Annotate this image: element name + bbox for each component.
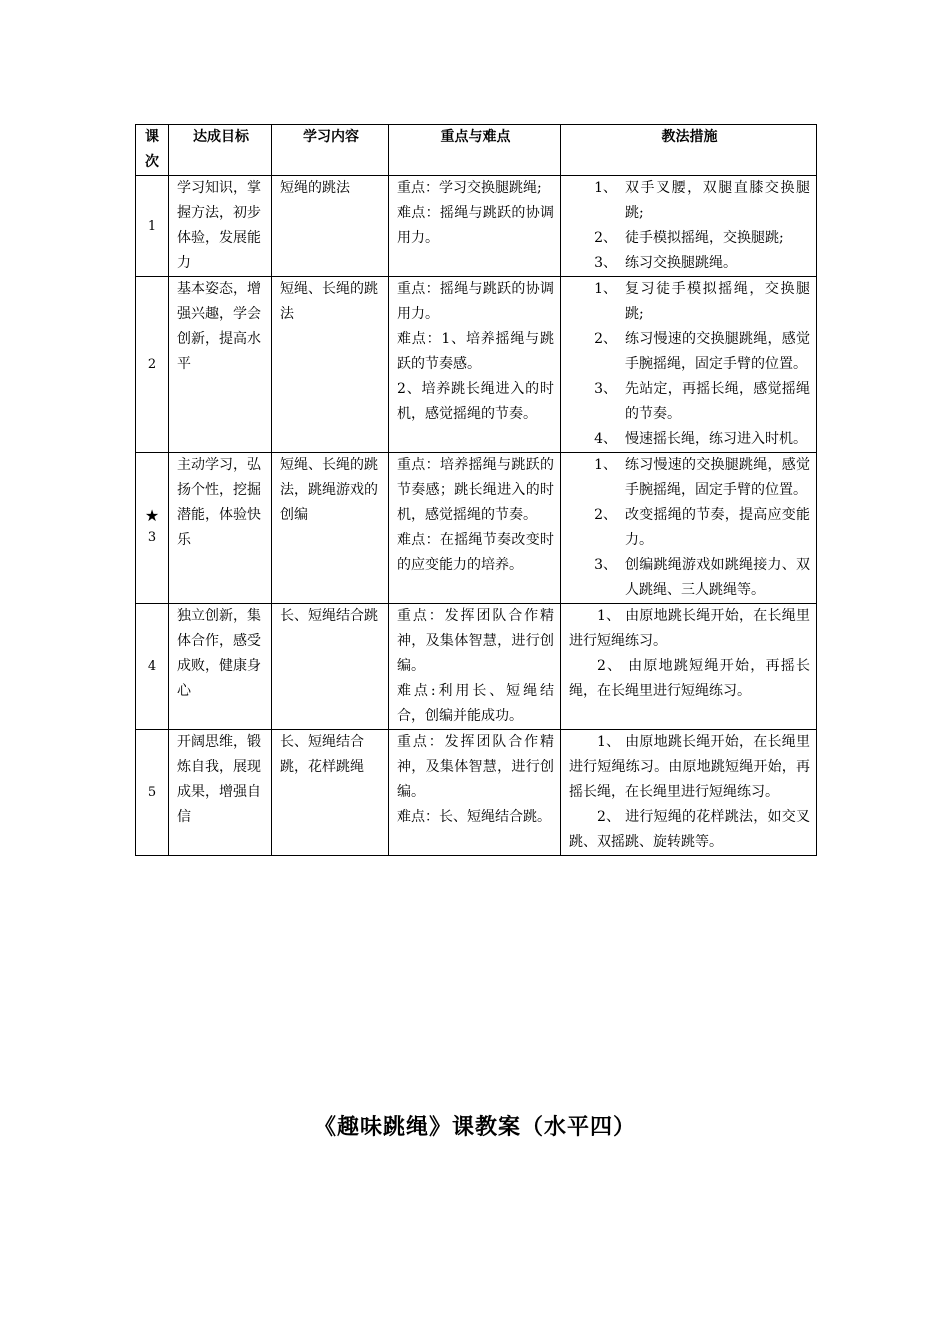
content-cell: 短绳的跳法 [272,176,389,277]
key-points-cell [389,604,561,730]
difficulty: 难点：长、短绳结合跳。 [397,809,551,825]
list-item: 3、 先站定，再摇长绳，感觉摇绳的节奏。 [594,381,810,422]
content-cell: 短绳、长绳的跳法 [272,277,389,453]
difficulty: 难点：在摇绳节奏改变时的应变能力的培养。 [397,532,554,573]
list-item: 1、 练习慢速的交换腿跳绳，感觉手腕摇绳，固定手臂的位置。 [594,457,810,498]
content-cell: 长、短绳结合跳 [272,604,389,730]
lesson-number: 4 [136,604,169,730]
goal-cell: 基本姿态，增强兴趣，学会创新，提高水平 [169,277,272,453]
list-item: 4、 慢速摇长绳，练习进入时机。 [594,431,807,447]
key-points-cell [389,453,561,604]
lesson-number: 1 [136,176,169,277]
table-row [136,176,817,277]
difficulty: 难点：1、培养摇绳与跳跃的节奏感。 [397,331,554,372]
list-item: 3、 创编跳绳游戏如跳绳接力、双人跳绳、三人跳绳等。 [594,557,810,598]
key-point: 重点：学习交换腿跳绳; [397,180,542,196]
list-item: 1、 复习徒手模拟摇绳，交换腿跳; [594,281,810,322]
lesson-number: ★ 3 [136,453,169,604]
key-point: 重点：摇绳与跳跃的协调用力。 [397,281,554,322]
methods-cell [561,730,817,856]
methods-list [569,453,810,603]
header-goal: 达成目标 [169,125,272,176]
list-item: 3、 练习交换腿跳绳。 [594,255,737,271]
list-item: 2、 改变摇绳的节奏，提高应变能力。 [594,507,810,548]
table-row [136,453,817,604]
table-row [136,730,817,856]
goal-cell: 开阔思维，锻炼自我，展现成果，增强自信 [169,730,272,856]
header-lesson-number: 课次 [136,125,169,176]
methods-cell [561,176,817,277]
list-item: 1、 双手叉腰，双腿直膝交换腿跳; [594,180,810,221]
methods-cell [561,453,817,604]
document-title: 《趣味跳绳》课教案（水平四） [313,1115,636,1140]
header-key-points: 重点与难点 [389,125,561,176]
table-row [136,277,817,453]
lesson-number: 2 [136,277,169,453]
method-paragraph: 1、 由原地跳长绳开始，在长绳里进行短绳练习。 [569,608,810,649]
list-item: 2、 徒手模拟摇绳，交换腿跳; [594,230,784,246]
methods-list [569,277,810,452]
methods-list [569,176,810,276]
key-points-cell [389,730,561,856]
method-paragraph: 2、 由原地跳短绳开始，再摇长绳，在长绳里进行短绳练习。 [569,658,810,699]
goal-cell: 独立创新，集体合作，感受成败，健康身心 [169,604,272,730]
difficulty: 难点：摇绳与跳跃的协调用力。 [397,205,554,246]
difficulty: 难点:利用长、短绳结合，创编并能成功。 [397,683,554,724]
key-points-cell [389,176,561,277]
key-point: 重点：发挥团队合作精神，及集体智慧，进行创编。 [397,608,554,674]
header-content: 学习内容 [272,125,389,176]
lesson-number: 5 [136,730,169,856]
difficulty: 2、培养跳长绳进入的时机，感觉摇绳的节奏。 [397,381,554,422]
header-methods: 教法措施 [561,125,817,176]
list-item: 2、 练习慢速的交换腿跳绳，感觉手腕摇绳，固定手臂的位置。 [594,331,810,372]
key-point: 重点：培养摇绳与跳跃的节奏感；跳长绳进入的时机，感觉摇绳的节奏。 [397,457,554,523]
table-header-row [136,125,817,176]
content-cell: 短绳、长绳的跳法，跳绳游戏的创编 [272,453,389,604]
content-cell: 长、短绳结合跳，花样跳绳 [272,730,389,856]
lesson-plan-table [135,124,817,856]
methods-cell [561,277,817,453]
key-points-cell [389,277,561,453]
key-point: 重点：发挥团队合作精神，及集体智慧，进行创编。 [397,734,554,800]
table-row [136,604,817,730]
star-icon: ★ [144,505,160,525]
goal-cell: 主动学习，弘扬个性，挖掘潜能，体验快乐 [169,453,272,604]
method-paragraph: 2、 进行短绳的花样跳法，如交叉跳、双摇跳、旋转跳等。 [569,809,810,850]
method-paragraph: 1、 由原地跳长绳开始，在长绳里进行短绳练习。由原地跳短绳开始，再摇长绳，在长绳里进行短绳练习。 [569,734,810,800]
goal-cell: 学习知识，掌握方法，初步体验，发展能力 [169,176,272,277]
methods-cell [561,604,817,730]
